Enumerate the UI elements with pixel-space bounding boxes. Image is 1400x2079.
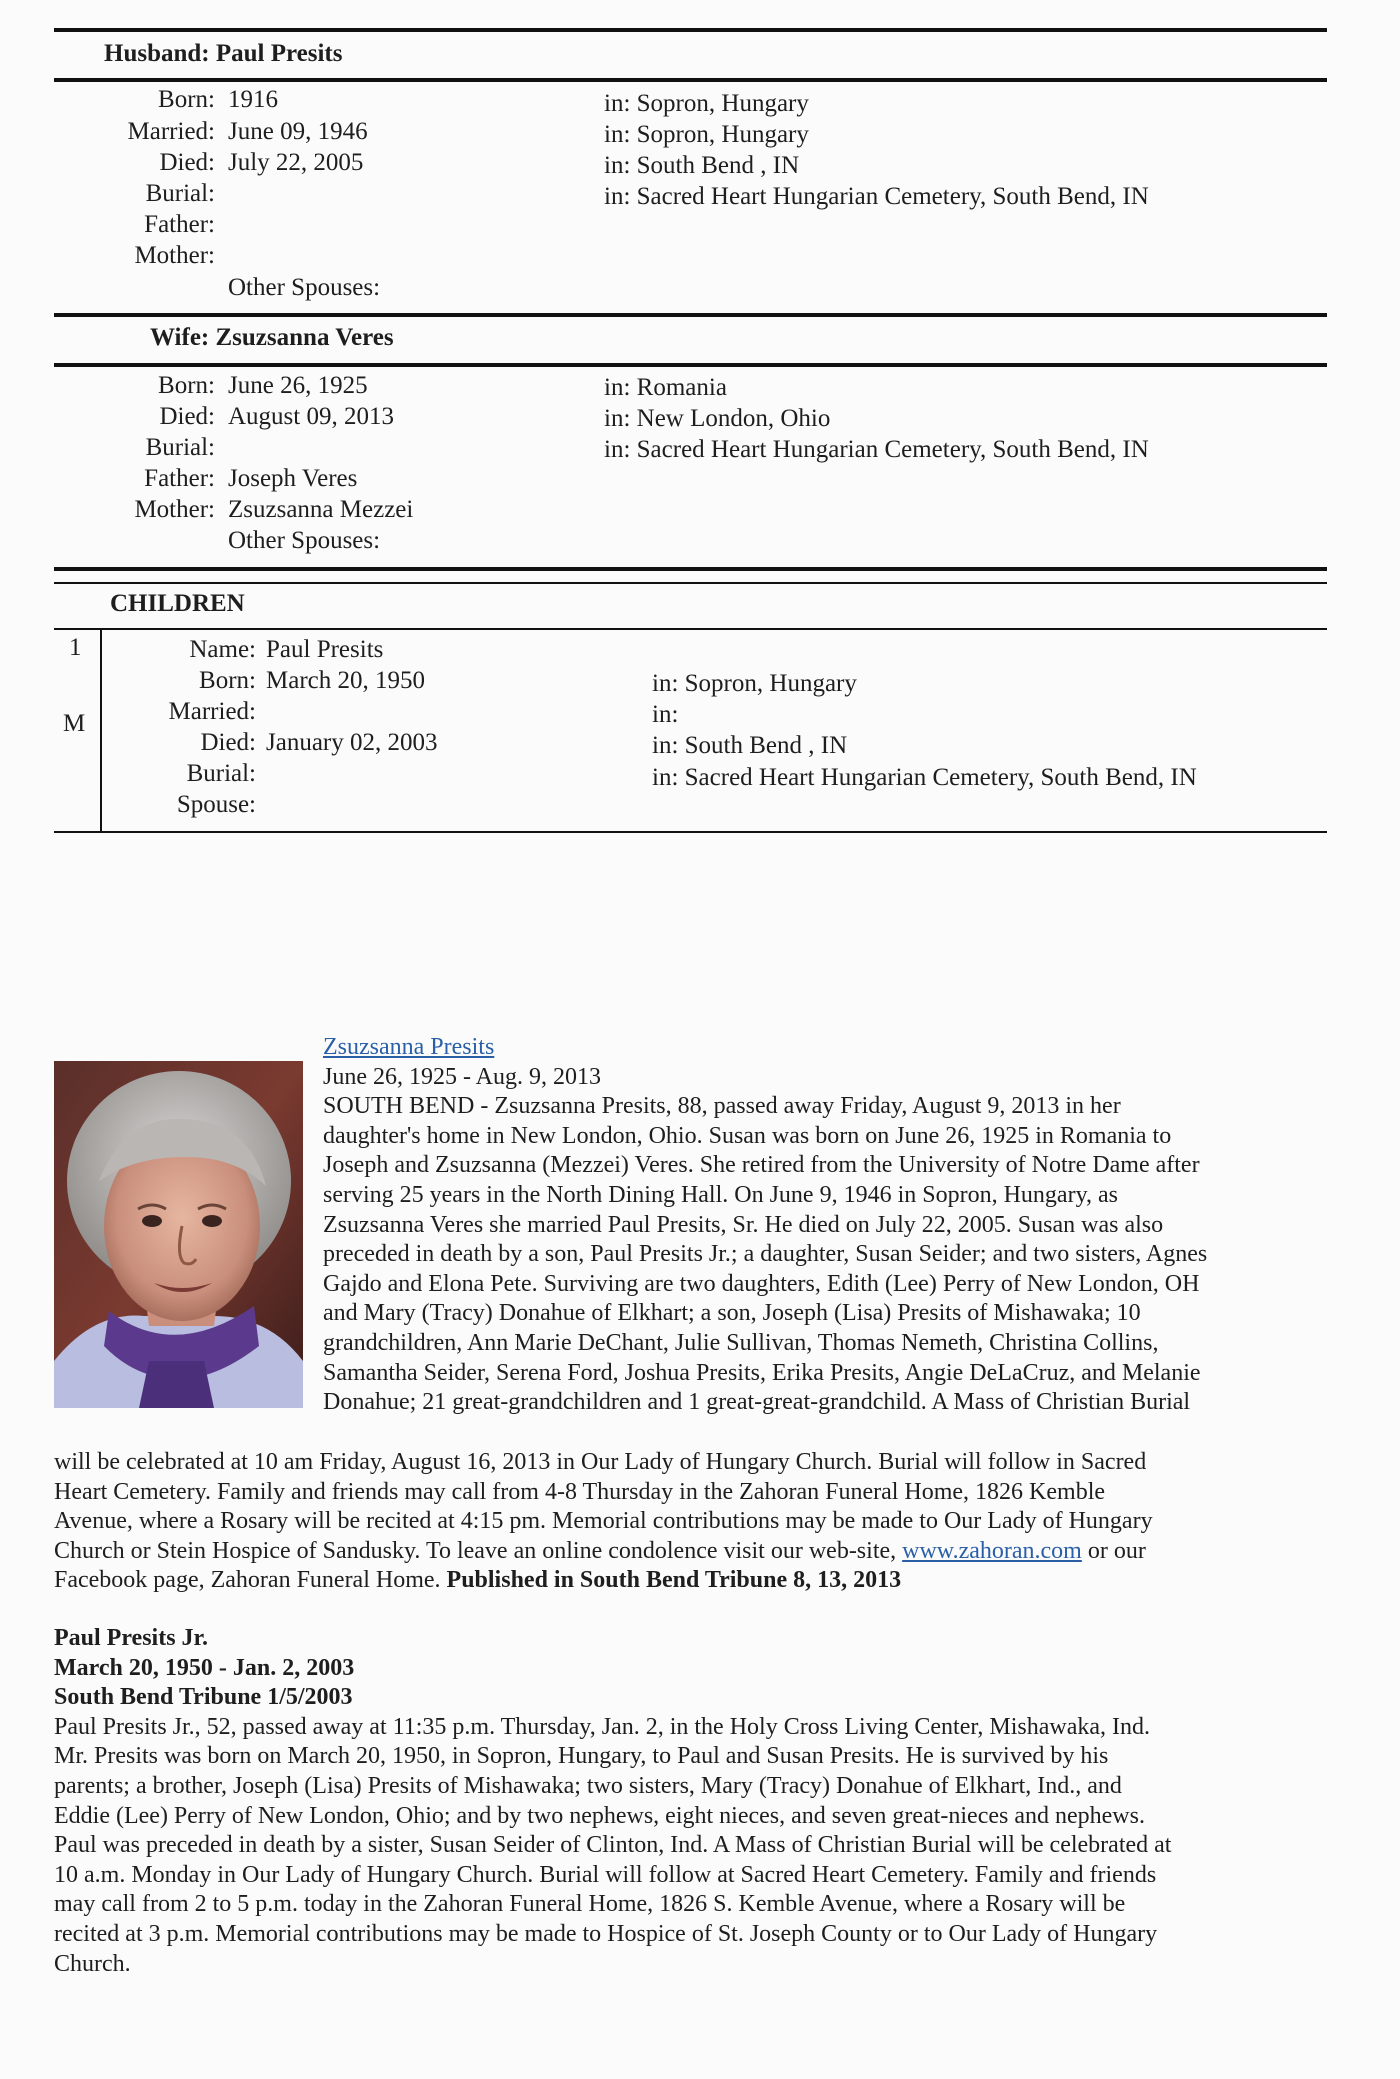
wife-burial-place: [604, 434, 1149, 465]
place-value: South Bend , IN: [684, 732, 848, 759]
child-born-value: March 20, 1950: [266, 667, 425, 694]
husband-bottom-rule: [54, 78, 1327, 82]
husband-name: Paul Presits: [215, 40, 343, 67]
obituary-line: may call from 2 to 5 p.m. today in the Zahoran Funeral Home, 1826 S. Kemble Avenue, where a Rosary will be: [54, 1891, 1126, 1918]
wife-father-label: Father:: [144, 465, 215, 492]
child-burial-label: Burial:: [186, 760, 256, 787]
obituary-line: Joseph and Zsuzsanna (Mezzei) Veres. She retired from the University of Notre Dame after: [323, 1152, 1200, 1179]
obituary-line: Church or Stein Hospice of Sandusky. To leave an online condolence visit our web-site,: [54, 1537, 897, 1564]
child-married-label: Married:: [168, 698, 256, 725]
wife-born-place: [604, 372, 727, 403]
in-label: in:: [604, 183, 631, 210]
obituary-line: Gajdo and Elona Pete. Surviving are two daughters, Edith (Lee) Perry of New London, OH: [323, 1270, 1200, 1297]
place-value: Sacred Heart Hungarian Cemetery, South Bend, IN: [636, 436, 1149, 463]
child-name-label: Name:: [189, 636, 256, 663]
in-label: in:: [604, 405, 631, 432]
published-note: Published in South Bend Tribune 8, 13, 2013: [446, 1567, 902, 1594]
child-born-label: Born:: [199, 667, 256, 694]
husband-mother-label: Mother:: [134, 242, 215, 269]
obituary-line: Paul was preceded in death by a sister, Susan Seider of Clinton, Ind. A Mass of Christian Burial will be celebrated at: [54, 1832, 1172, 1859]
husband-burial-label: Burial:: [145, 180, 215, 207]
obituary-line: preceded in death by a son, Paul Presits Jr.; a daughter, Susan Seider; and two sisters, Agnes: [323, 1241, 1208, 1268]
child-number: 1: [69, 634, 82, 661]
in-label: in:: [652, 732, 679, 759]
wife-other-spouses-label: Other Spouses:: [228, 527, 381, 554]
place-value: Sopron, Hungary: [636, 90, 809, 117]
obituary-line: Samantha Seider, Serena Ford, Joshua Presits, Erika Presits, Angie DeLaCruz, and Melanie: [323, 1359, 1201, 1386]
obituary-dates: June 26, 1925 - Aug. 9, 2013: [323, 1063, 601, 1090]
obituary-zsuzsanna-continued: [54, 1448, 1344, 1596]
in-label: in:: [604, 152, 631, 179]
children-header: CHILDREN: [110, 590, 245, 617]
husband-died-place: [604, 150, 799, 181]
in-label: in:: [652, 701, 679, 728]
child-married-place: [652, 699, 678, 730]
obituary-line: Donahue; 21 great-grandchildren and 1 great-great-grandchild. A Mass of Christian Burial: [323, 1389, 1191, 1416]
husband-born-value: 1916: [228, 86, 278, 113]
obituary-line: parents; a brother, Joseph (Lisa) Presits of Mishawaka; two sisters, Mary (Tracy) Donahue of Elkhart, Ind., and: [54, 1772, 1122, 1799]
obituary-line: Church.: [54, 1950, 131, 1977]
husband-born-label: Born:: [158, 86, 215, 113]
husband-header-label: Husband:: [104, 40, 210, 67]
obituary-line: will be celebrated at 10 am Friday, August 16, 2013 in Our Lady of Hungary Church. Burial will follow in Sacred: [54, 1449, 1147, 1475]
obituary-source: South Bend Tribune 1/5/2003: [54, 1684, 353, 1711]
place-value: Sacred Heart Hungarian Cemetery, South Bend, IN: [684, 764, 1197, 791]
obituary-line: or our: [1087, 1537, 1146, 1564]
children-header-rule: [54, 628, 1327, 630]
obituary-line: SOUTH BEND - Zsuzsanna Presits, 88, passed away Friday, August 9, 2013 in her: [323, 1093, 1121, 1120]
in-label: in:: [652, 670, 679, 697]
obituary-line: Facebook page, Zahoran Funeral Home.: [54, 1567, 441, 1594]
wife-burial-label: Burial:: [145, 434, 215, 461]
child-spouse-label: Spouse:: [176, 791, 256, 818]
place-value: South Bend , IN: [636, 152, 800, 179]
husband-born-place: [604, 88, 809, 119]
place-value: Sacred Heart Hungarian Cemetery, South Bend, IN: [636, 183, 1149, 210]
husband-died-label: Died:: [159, 149, 215, 176]
obituary-line: Eddie (Lee) Perry of New London, Ohio; and by two nephews, eight nieces, and seven great-nieces and nephews.: [54, 1802, 1145, 1829]
wife-name: Zsuzsanna Veres: [215, 324, 394, 351]
obituary-name: Paul Presits Jr.: [54, 1625, 208, 1651]
obituary-line: grandchildren, Ann Marie DeChant, Julie Sullivan, Thomas Nemeth, Christina Collins,: [323, 1329, 1159, 1356]
wife-top-rule: [54, 313, 1327, 317]
wife-mother-label: Mother:: [134, 496, 215, 523]
place-value: Sopron, Hungary: [684, 670, 857, 697]
husband-burial-place: [604, 181, 1149, 212]
wife-died-place: [604, 403, 830, 434]
children-bottom-rule: [54, 831, 1327, 833]
child-died-label: Died:: [200, 729, 256, 756]
child-died-value: January 02, 2003: [266, 729, 438, 756]
wife-header-label: Wife:: [150, 324, 210, 351]
obituary-dates: March 20, 1950 - Jan. 2, 2003: [54, 1654, 355, 1681]
husband-top-rule: [54, 28, 1327, 32]
obituary-line: Zsuzsanna Veres she married Paul Presits, Sr. He died on July 22, 2005. Susan was also: [323, 1211, 1164, 1238]
wife-bottom-rule: [54, 363, 1327, 367]
obituary-line: serving 25 years in the North Dining Hall. On June 9, 1946 in Sopron, Hungary, as: [323, 1181, 1118, 1208]
in-label: in:: [604, 121, 631, 148]
child-name-value: Paul Presits: [266, 636, 384, 663]
obituary-line: Heart Cemetery. Family and friends may call from 4-8 Thursday in the Zahoran Funeral Home, 1826 Kemble: [54, 1478, 1106, 1505]
in-label: in:: [604, 374, 631, 401]
child-burial-place: [652, 762, 1197, 793]
obituary-zsuzsanna: [323, 1033, 1343, 1418]
wife-mother-value: Zsuzsanna Mezzei: [228, 496, 414, 523]
child-sex: M: [63, 710, 86, 737]
portrait-photo: [54, 1061, 303, 1408]
obituary-line: 10 a.m. Monday in Our Lady of Hungary Church. Burial will follow at Sacred Heart Cemetery. Family and friends: [54, 1861, 1157, 1888]
in-label: in:: [652, 764, 679, 791]
children-top-rule-1: [54, 567, 1327, 571]
place-value: New London, Ohio: [636, 405, 831, 432]
husband-died-value: July 22, 2005: [228, 149, 364, 176]
husband-married-place: [604, 119, 809, 150]
wife-died-value: August 09, 2013: [228, 403, 394, 430]
wife-died-label: Died:: [159, 403, 215, 430]
husband-header: [104, 38, 343, 70]
husband-married-value: June 09, 1946: [228, 118, 368, 145]
wife-father-value: Joseph Veres: [228, 465, 358, 492]
husband-father-label: Father:: [144, 211, 215, 238]
children-top-rule-2: [54, 582, 1327, 584]
child-died-place: [652, 730, 847, 761]
obituary-name-link[interactable]: Zsuzsanna Presits: [323, 1034, 495, 1060]
obituary-line: Mr. Presits was born on March 20, 1950, in Sopron, Hungary, to Paul and Susan Presits. He is survived by his: [54, 1743, 1109, 1770]
obituary-line: Paul Presits Jr., 52, passed away at 11:35 p.m. Thursday, Jan. 2, in the Holy Cross Living Center, Mishawaka, Ind.: [54, 1713, 1151, 1740]
obituary-paul-jr: [54, 1624, 1344, 1979]
obituary-line: Avenue, where a Rosary will be recited at 4:15 pm. Memorial contributions may be made to Our Lady of Hungary: [54, 1508, 1153, 1535]
obituary-line: and Mary (Tracy) Donahue of Elkhart; a son, Joseph (Lisa) Presits of Mishawaka; 10: [323, 1300, 1141, 1327]
wife-header: [150, 322, 394, 354]
husband-other-spouses-label: Other Spouses:: [228, 274, 381, 301]
obituary-line: daughter's home in New London, Ohio. Susan was born on June 26, 1925 in Romania to: [323, 1122, 1172, 1149]
child-born-place: [652, 668, 857, 699]
place-value: Romania: [636, 374, 727, 401]
in-label: in:: [604, 436, 631, 463]
obituary-line: recited at 3 p.m. Memorial contributions may be made to Hospice of St. Joseph County or to Our Lady of Hungary: [54, 1920, 1158, 1947]
wife-born-value: June 26, 1925: [228, 372, 368, 399]
website-link[interactable]: www.zahoran.com: [902, 1537, 1082, 1564]
wife-born-label: Born:: [158, 372, 215, 399]
in-label: in:: [604, 90, 631, 117]
place-value: Sopron, Hungary: [636, 121, 809, 148]
husband-married-label: Married:: [127, 118, 215, 145]
children-column-divider: [100, 628, 102, 831]
portrait-photo-image: [54, 1061, 303, 1408]
